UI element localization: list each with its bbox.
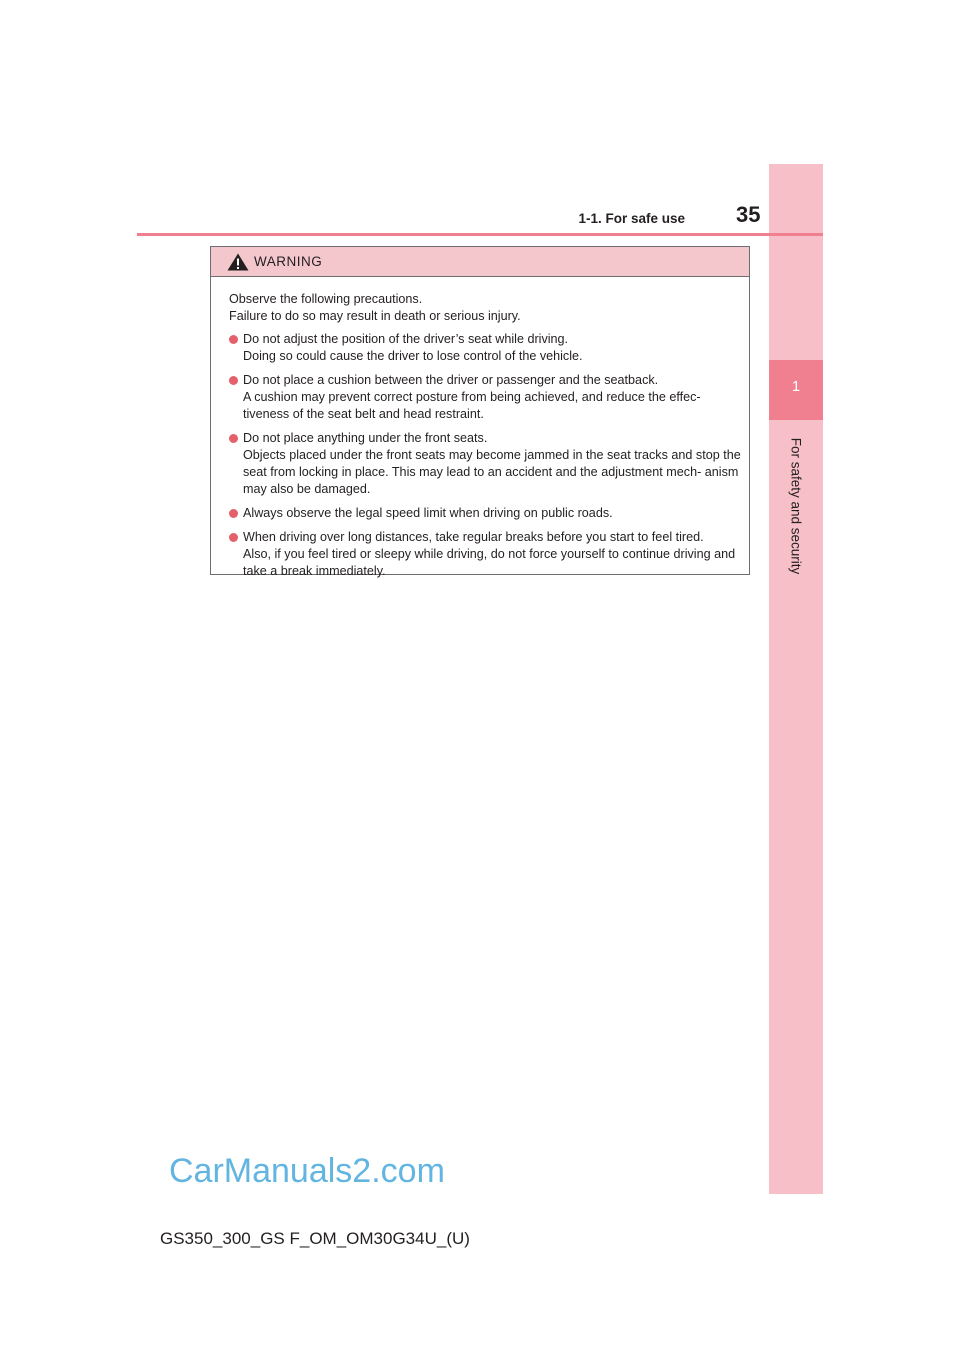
- watermark-logo[interactable]: CarManuals2.com: [169, 1152, 445, 1190]
- header-divider: [137, 233, 823, 236]
- warning-title: WARNING: [254, 254, 323, 269]
- page-number: 35: [736, 202, 761, 227]
- warning-box: [210, 246, 750, 578]
- chapter-label: For safety and security: [788, 437, 804, 575]
- document-id: GS350_300_GS F_OM_OM30G34U_(U): [160, 1229, 470, 1248]
- list-item: [229, 331, 745, 365]
- list-item: [229, 529, 745, 580]
- side-tab: [769, 164, 823, 1194]
- list-item: [229, 505, 745, 522]
- bullet-detail: Objects placed under the front seats may become jammed in the seat tracks and stop the seat from locking in place. This may lead to an accident and the adjustment mech- anism may also be damaged.: [243, 448, 741, 496]
- warning-triangle-icon: [227, 253, 249, 271]
- bullet-icon: [229, 533, 238, 542]
- bullet-text: Do not adjust the position of the driver’s seat while driving.: [243, 332, 569, 346]
- bullet-text: Do not place anything under the front seats.: [243, 431, 488, 445]
- bullet-detail: Doing so could cause the driver to lose control of the vehicle.: [243, 349, 583, 363]
- list-item: [229, 372, 745, 423]
- bullet-detail: Also, if you feel tired or sleepy while driving, do not force yourself to continue driving and take a break immediately.: [243, 547, 736, 578]
- bullet-icon: [229, 434, 238, 443]
- chapter-number-tab: [769, 360, 823, 420]
- bullet-icon: [229, 376, 238, 385]
- bullet-icon: [229, 509, 238, 518]
- bullet-text: Always observe the legal speed limit when driving on public roads.: [243, 506, 613, 520]
- warning-intro: [229, 291, 745, 325]
- intro-line: Failure to do so may result in death or serious injury.: [229, 309, 521, 323]
- chapter-number: 1: [791, 378, 801, 395]
- bullet-icon: [229, 335, 238, 344]
- section-title: 1-1. For safe use: [578, 211, 685, 226]
- bullet-detail: A cushion may prevent correct posture from being achieved, and reduce the effec- tiveness of the seat belt and head restraint.: [243, 390, 701, 421]
- warning-body: [229, 291, 745, 587]
- warning-header: [211, 247, 749, 277]
- bullet-text: Do not place a cushion between the driver or passenger and the seatback.: [243, 373, 659, 387]
- list-item: [229, 430, 745, 498]
- bullet-text: When driving over long distances, take regular breaks before you start to feel tired.: [243, 530, 704, 544]
- intro-line: Observe the following precautions.: [229, 292, 423, 306]
